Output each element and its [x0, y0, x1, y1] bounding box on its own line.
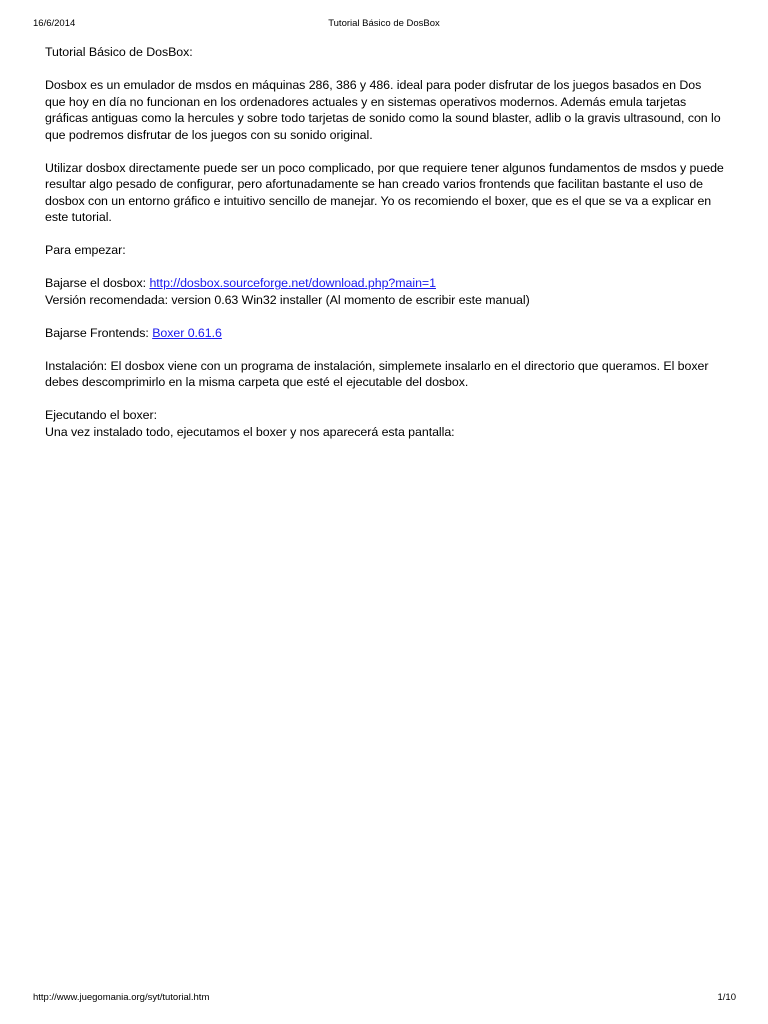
download-frontends-label: Bajarse Frontends: — [45, 325, 153, 340]
boxer-download-link[interactable]: Boxer 0.61.6 — [152, 325, 222, 340]
installation-paragraph: Instalación: El dosbox viene con un programa de instalación, simplemete insalarlo en el directorio que queramos. El boxer debes descomprimirlo en la misma carpeta que esté el ejecutable del dosbox. — [45, 358, 709, 389]
dosbox-download-link[interactable]: http://dosbox.sourceforge.net/download.php?main=1 — [149, 276, 436, 290]
download-section — [45, 275, 725, 308]
print-header-title: Tutorial Básico de DosBox — [328, 18, 440, 29]
running-text: Una vez instalado todo, ejecutamos el boxer y nos aparecerá esta pantalla: — [45, 424, 455, 439]
frontends-download-section — [45, 325, 725, 342]
running-heading: Ejecutando el boxer: — [45, 408, 157, 422]
print-footer-page-number: 1/10 — [717, 992, 736, 1003]
intro-paragraph: Dosbox es un emulador de msdos en máquinas 286, 386 y 486. ideal para poder disfrutar de los juegos basados en Dos que hoy en día no funcionan en los ordenadores actuales y en sistemas operativos modernos. Además emula tarjetas gráficas antiguas como la hercules y sobre todo tarjetas de sonido como la sound blaster, adlib o la gravis ultrasound, con lo que podremos disfrutar de los juegos con su sonido original. — [45, 78, 721, 142]
print-footer-url: http://www.juegomania.org/syt/tutorial.htm — [33, 992, 210, 1003]
start-label: Para empezar: — [45, 243, 126, 257]
recommended-version-text: Versión recomendada: version 0.63 Win32 installer (Al momento de escribir este manual) — [45, 292, 530, 307]
article-body — [45, 44, 725, 457]
frontends-paragraph: Utilizar dosbox directamente puede ser un poco complicado, por que requiere tener algunos fundamentos de msdos y puede resultar algo pesado de configurar, pero afortunadamente se han creado varios frontends que facilitan bastante el uso de dosbox con un entorno gráfico e intuitivo sencillo de manejar. Yo os recomiendo el boxer, que es el que se va a explicar en este tutorial. — [45, 160, 724, 224]
running-section — [45, 407, 725, 440]
print-header-date: 16/6/2014 — [33, 18, 76, 29]
article-heading: Tutorial Básico de DosBox: — [45, 45, 193, 59]
download-dosbox-label: Bajarse el dosbox: — [45, 276, 150, 290]
